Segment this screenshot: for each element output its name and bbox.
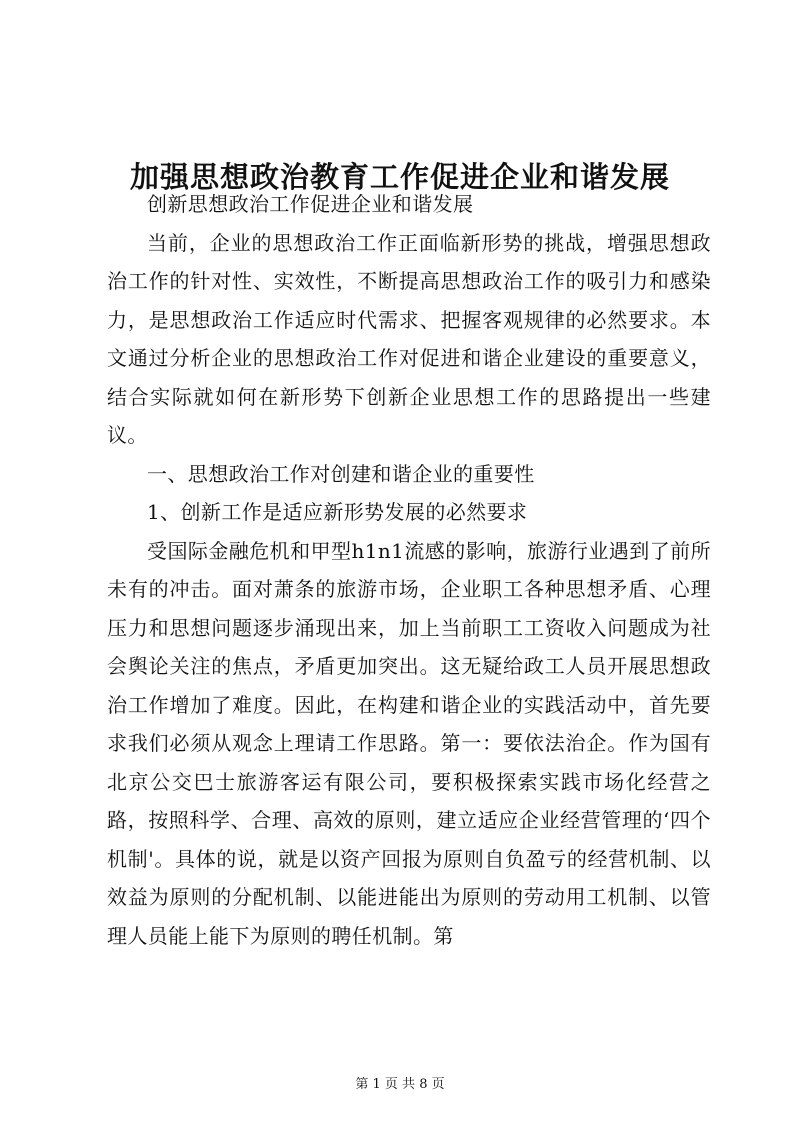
document-body bbox=[107, 185, 711, 955]
page-footer: 第 1 页 共 8 页 bbox=[355, 1077, 445, 1092]
subsection-heading: 1、创新工作是适应新形势发展的必然要求 bbox=[147, 500, 528, 524]
section-heading: 一、思想政治工作对创建和谐企业的重要性 bbox=[147, 461, 535, 486]
intro-paragraph: 当前，企业的思想政治工作正面临新形势的挑战，增强思想政治工作的针对性、实效性，不断提高思想政治工作的吸引力和感染力，是思想政治工作适应时代需求、把握客观规律的必然要求。本文通过分析企业的思想政治工作对促进和谐企业建设的重要意义，结合实际就如何在新形势下创新企业思想工作的思路提出一些建议。 bbox=[107, 230, 711, 447]
document-title: 加强思想政治教育工作促进企业和谐发展 bbox=[129, 160, 670, 195]
subtitle-paragraph: 创新思想政治工作促进企业和谐发展 bbox=[147, 192, 474, 216]
body-paragraph: 受国际金融危机和甲型h1n1流感的影响，旅游行业遇到了前所未有的冲击。面对萧条的旅游市场，企业职工各种思想矛盾、心理压力和思想问题逐步涌现出来，加上当前职工工资收入问题成为社会舆论关注的焦点，矛盾更加突出。这无疑给政工人员开展思想政治工作增加了难度。因此，在构建和谐企业的实践活动中，首先要求我们必须从观念上理请工作思路。第一：要依法治企。作为国有北京公交巴士旅游客运有限公司，要积极探索实践市场化经营之路，按照科学、合理、高效的原则，建立适应企业经营管理的‘四个机制'。具体的说，就是以资产回报为原则自负盈亏的经营机制、以效益为原则的分配机制、以能进能出为原则的劳动用工机制、以管理人员能上能下为原则的聘任机制。第 bbox=[107, 538, 711, 948]
